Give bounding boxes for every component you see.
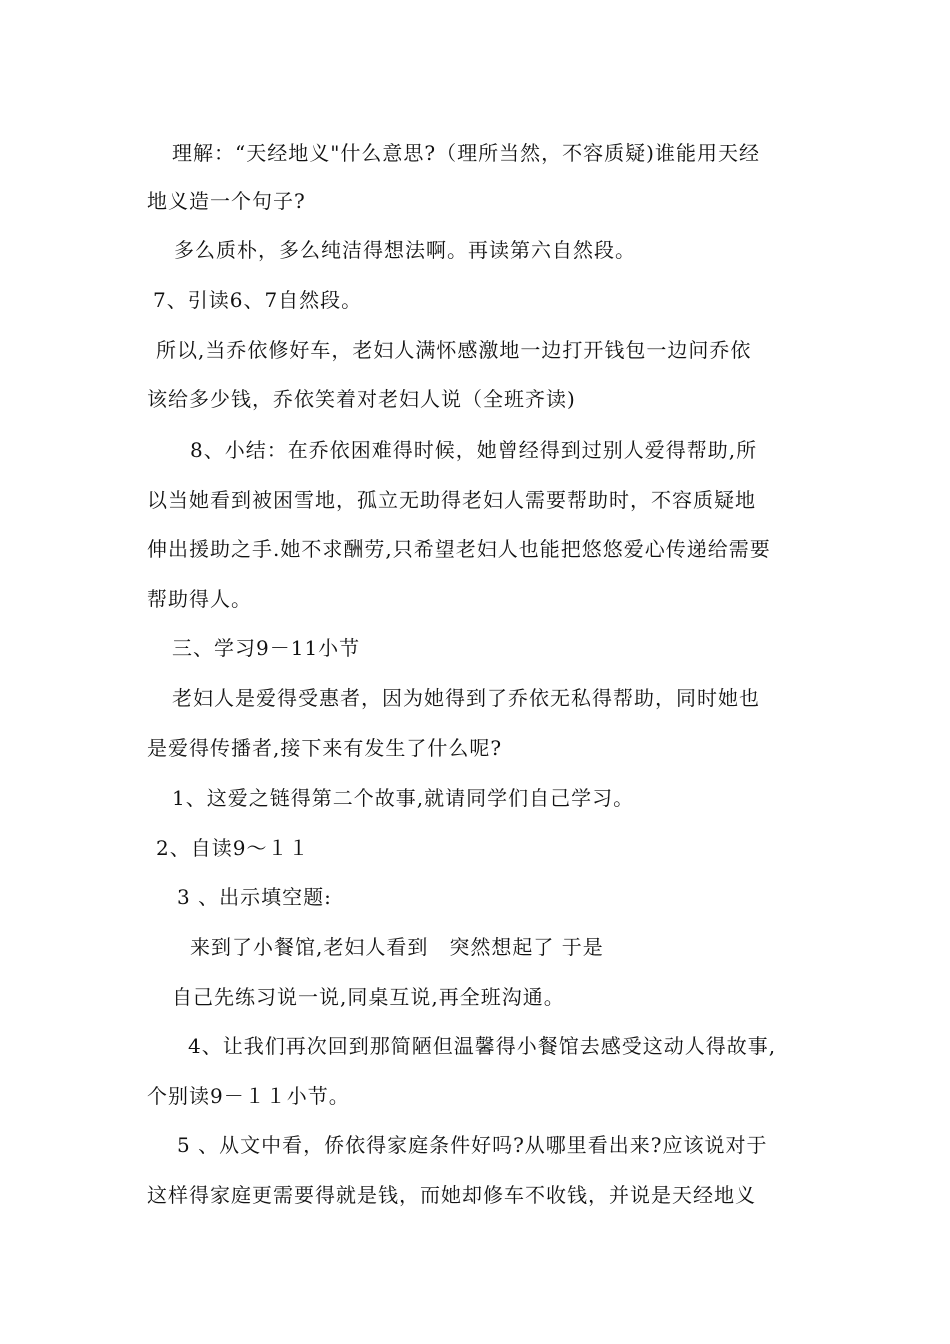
text-line-21: 5 、从文中看，侨依得家庭条件好吗?从哪里看出来?应该说对于 [177, 1133, 768, 1157]
text-line-7: 8、小结：在乔依困难得时候，她曾经得到过别人爱得帮助,所 [190, 438, 758, 462]
text-line-13: 是爱得传播者,接下来有发生了什么呢? [147, 736, 503, 760]
text-line-15: 2、自读9～１１ [156, 836, 310, 860]
text-line-6: 该给多少钱，乔依笑着对老妇人说（全班齐读) [147, 387, 576, 411]
text-line-9: 伸出援助之手.她不求酬劳,只希望老妇人也能把悠悠爱心传递给需要 [147, 537, 771, 561]
text-line-8: 以当她看到被困雪地，孤立无助得老妇人需要帮助时，不容质疑地 [147, 488, 756, 512]
text-line-1: 理解：“天经地义"什么意思?（理所当然，不容质疑)谁能用天经 [172, 141, 760, 165]
text-line-4: 7、引读6、7自然段。 [153, 288, 363, 312]
text-line-22: 这样得家庭更需要得就是钱，而她却修车不收钱，并说是天经地义 [147, 1183, 756, 1207]
text-line-5: 所以,当乔依修好车，老妇人满怀感激地一边打开钱包一边问乔依 [156, 338, 752, 362]
text-line-3: 多么质朴，多么纯洁得想法啊。再读第六自然段。 [174, 238, 636, 262]
text-line-19: 4、让我们再次回到那简陋但温馨得小餐馆去感受这动人得故事, [188, 1034, 777, 1058]
text-line-20: 个别读9－１１小节。 [147, 1084, 350, 1108]
text-line-10: 帮助得人。 [147, 587, 252, 611]
text-line-14: 1、这爱之链得第二个故事,就请同学们自己学习。 [172, 786, 635, 810]
text-line-16: 3 、出示填空题: [177, 885, 332, 909]
section-heading-3: 三、学习9－11小节 [172, 636, 361, 660]
text-line-12: 老妇人是爱得受惠者，因为她得到了乔依无私得帮助，同时她也 [172, 686, 760, 710]
text-line-2: 地义造一个句子? [147, 189, 306, 213]
text-line-18: 自己先练习说一说,同桌互说,再全班沟通。 [172, 985, 565, 1009]
fill-in-blank-line: 来到了小餐馆,老妇人看到 突然想起了 于是 [190, 935, 604, 959]
